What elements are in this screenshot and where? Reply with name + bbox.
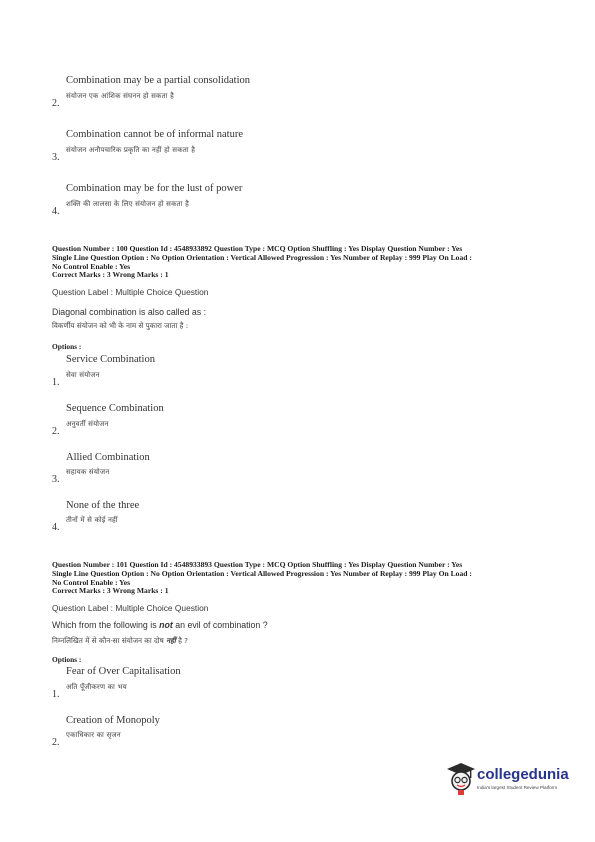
question-text-part: an evil of combination ? bbox=[172, 620, 268, 630]
q100-option-4-english: None of the three bbox=[66, 500, 140, 511]
question-text-part: Which from the following is bbox=[52, 620, 160, 630]
collegedunia-logo bbox=[443, 760, 569, 800]
logo-wordmark: collegedunia bbox=[477, 766, 569, 783]
q100-option-4-hindi: तीनों में से कोई नहीं bbox=[66, 516, 118, 524]
q100-option-1-hindi: सेवा संयोजन bbox=[66, 371, 100, 379]
meta-line: No Control Enable : Yes bbox=[52, 577, 131, 587]
option-2-hindi: संयोजन एक आंशिक संघनन हो सकता है bbox=[66, 92, 174, 100]
meta-line: Question Number : 100 Question Id : 4548933892 Question Type : MCQ Option Shuffling : Yes Display Question Number : Yes bbox=[52, 244, 463, 253]
option-3-number: 3. bbox=[52, 152, 60, 163]
q100-option-2-hindi: अनुवर्ती संयोजन bbox=[66, 420, 109, 428]
q100-option-1-english: Service Combination bbox=[66, 354, 155, 365]
question-101-text-english bbox=[52, 620, 268, 630]
question-100-text-hindi: विकर्णीय संयोजन को भी के नाम से पुकारा जाता है : bbox=[52, 321, 189, 330]
q100-option-3-number: 3. bbox=[52, 474, 60, 485]
marks-line: Correct Marks : 3 Wrong Marks : 1 bbox=[52, 586, 169, 596]
option-2-english: Combination may be a partial consolidation bbox=[66, 75, 251, 86]
mascot-icon bbox=[443, 760, 477, 798]
q101-option-2-number: 2. bbox=[52, 737, 60, 748]
q100-option-1-number: 1. bbox=[52, 377, 60, 388]
question-101-options-heading: Options : bbox=[52, 655, 82, 664]
option-4-english: Combination may be for the lust of power bbox=[66, 183, 243, 194]
question-101-meta bbox=[52, 561, 547, 596]
question-101-label: Question Label : Multiple Choice Question bbox=[52, 603, 209, 613]
meta-line: Question Number : 101 Question Id : 4548933893 Question Type : MCQ Option Shuffling : Yes Display Question Number : Yes bbox=[52, 560, 463, 569]
question-text-part: निम्नलिखित में से कौन-सा संयोजन का दोष bbox=[52, 636, 167, 645]
question-emphasis: not bbox=[159, 620, 173, 630]
option-2-number: 2. bbox=[52, 98, 60, 109]
q101-option-2-hindi: एकाधिकार का सृजन bbox=[66, 731, 121, 739]
option-3-hindi: संयोजन अनौपचारिक प्रकृति का नहीं हो सकता है bbox=[66, 146, 196, 154]
question-101-text-hindi bbox=[52, 636, 188, 646]
question-100-meta bbox=[52, 245, 547, 280]
option-3-english: Combination cannot be of informal nature bbox=[66, 129, 243, 140]
q100-option-3-english: Allied Combination bbox=[66, 452, 150, 463]
q100-option-2-number: 2. bbox=[52, 426, 60, 437]
question-100-options-heading: Options : bbox=[52, 342, 82, 351]
meta-line: Single Line Question Option : No Option Orientation : Vertical Allowed Progression : Yes Number of Replay : 999 Play On Load : bbox=[52, 252, 472, 262]
logo-tagline: India's largest Student Review Platform bbox=[477, 785, 558, 790]
q100-option-3-hindi: सहायक संयोजन bbox=[66, 468, 110, 476]
q101-option-1-hindi: अति पूँजीकरण का भय bbox=[66, 683, 127, 691]
question-100-text-english: Diagonal combination is also called as : bbox=[52, 307, 207, 317]
q100-option-2-english: Sequence Combination bbox=[66, 403, 164, 414]
meta-line: Single Line Question Option : No Option Orientation : Vertical Allowed Progression : Yes Number of Replay : 999 Play On Load : bbox=[52, 568, 472, 578]
q100-option-4-number: 4. bbox=[52, 522, 60, 533]
question-text-part: है ? bbox=[175, 636, 188, 645]
q101-option-2-english: Creation of Monopoly bbox=[66, 715, 160, 726]
option-4-hindi: शक्ति की लालसा के लिए संयोजन हो सकता है bbox=[66, 200, 190, 208]
q101-option-1-english: Fear of Over Capitalisation bbox=[66, 666, 181, 677]
marks-line: Correct Marks : 3 Wrong Marks : 1 bbox=[52, 270, 169, 280]
meta-line: No Control Enable : Yes bbox=[52, 261, 131, 271]
question-emphasis: नहीं bbox=[166, 636, 176, 645]
q101-option-1-number: 1. bbox=[52, 689, 60, 700]
option-4-number: 4. bbox=[52, 206, 60, 217]
question-100-label: Question Label : Multiple Choice Question bbox=[52, 287, 209, 297]
